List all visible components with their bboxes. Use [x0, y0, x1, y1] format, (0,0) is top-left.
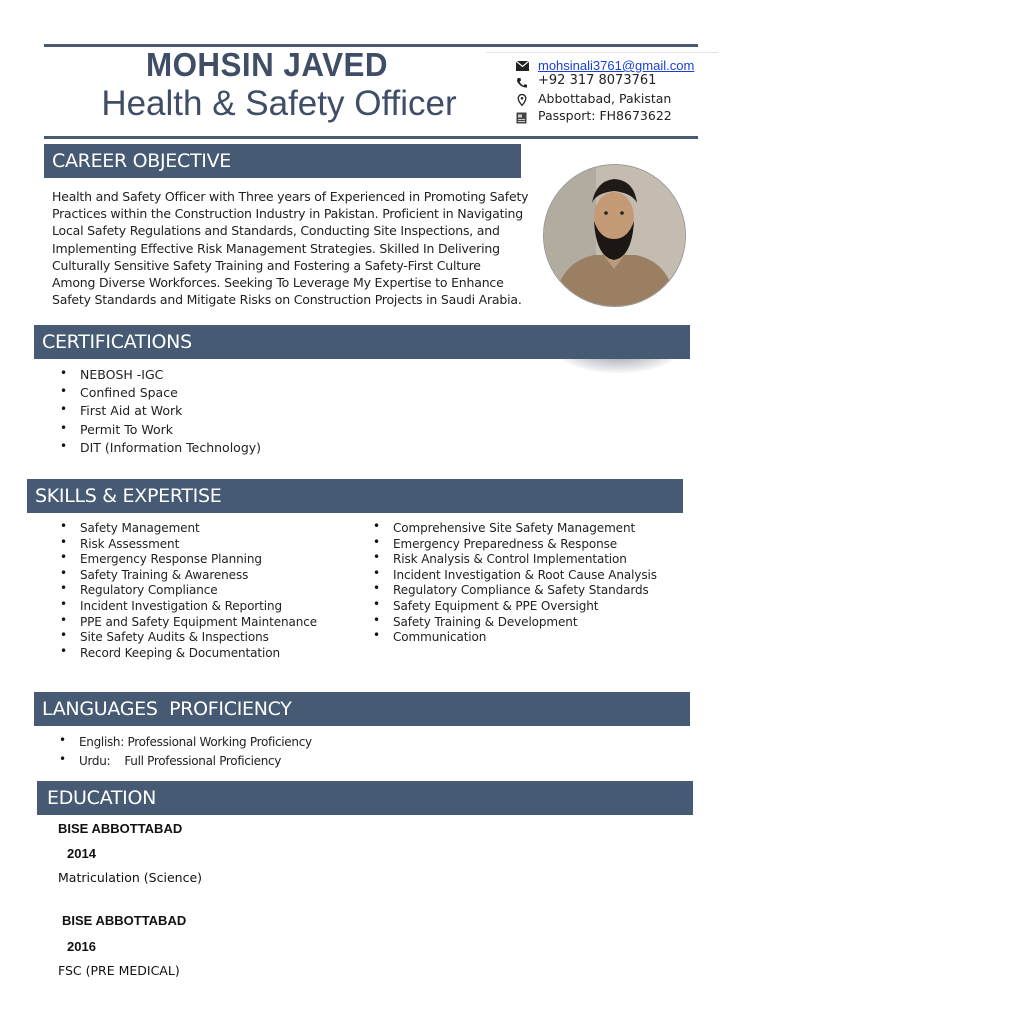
- education-degree: Matriculation (Science): [58, 870, 203, 885]
- list-item: • Confined Space: [54, 384, 261, 402]
- languages-heading: LANGUAGES PROFICIENCY: [34, 692, 690, 726]
- education-school: BISE ABBOTTABAD: [62, 913, 187, 928]
- list-item: • Safety Management: [54, 521, 317, 537]
- objective-line: Practices within the Construction Industry in Pakistan. Proficient in Navigating: [52, 206, 524, 222]
- list-item: • Comprehensive Site Safety Management: [367, 521, 657, 537]
- location-text: Abbottabad, Pakistan: [538, 91, 672, 106]
- skills-list-right: [367, 521, 657, 646]
- envelope-icon: [516, 60, 528, 72]
- certifications-list: [54, 366, 261, 457]
- education-school: BISE ABBOTTABAD: [58, 821, 183, 836]
- objective-line: Culturally Sensitive Safety Training and Fostering a Safety-First Culture: [52, 257, 481, 273]
- objective-line: Among Diverse Workforces. Seeking To Leverage My Expertise to Enhance: [52, 275, 504, 291]
- list-item: • First Aid at Work: [54, 402, 261, 420]
- candidate-name: MOHSIN JAVED: [145, 46, 389, 83]
- phone-number: +92 317 8073761: [538, 73, 657, 88]
- career-objective-heading: CAREER OBJECTIVE: [44, 144, 521, 178]
- list-item: • Regulatory Compliance: [54, 583, 317, 599]
- skills-heading: SKILLS & EXPERTISE: [27, 479, 683, 513]
- list-item: • Safety Equipment & PPE Oversight: [367, 599, 657, 615]
- contact-phone: [516, 73, 656, 88]
- list-item: • Permit To Work: [54, 421, 261, 439]
- list-item: • Urdu: Full Professional Proficiency: [53, 752, 312, 771]
- phone-icon: [516, 75, 528, 87]
- location-pin-icon: [516, 93, 528, 105]
- list-item: • Safety Training & Awareness: [54, 568, 317, 584]
- career-objective-text: [52, 188, 537, 308]
- list-item: • Communication: [367, 630, 657, 646]
- education-heading: EDUCATION: [37, 781, 693, 815]
- objective-line: Health and Safety Officer with Three years of Experienced in Promoting Safety: [52, 189, 529, 204]
- list-item: • English: Professional Working Proficiency: [53, 733, 312, 752]
- header-bottom-rule: [44, 136, 698, 139]
- objective-line: Implementing Effective Risk Management Strategies. Skilled In Delivering: [52, 240, 500, 256]
- contact-divider: [486, 52, 718, 53]
- languages-list: [53, 733, 312, 770]
- passport-icon: [516, 110, 528, 122]
- objective-line: Safety Standards and Mitigate Risks on Construction Projects in Saudi Arabia.: [52, 292, 522, 308]
- list-item: • Incident Investigation & Root Cause Analysis: [367, 568, 657, 584]
- email-link[interactable]: mohsinali3761@gmail.com: [538, 58, 695, 73]
- list-item: • Regulatory Compliance & Safety Standards: [367, 583, 657, 599]
- objective-line: Local Safety Regulations and Standards, Conducting Site Inspections, and: [52, 223, 500, 239]
- list-item: • Emergency Preparedness & Response: [367, 537, 657, 553]
- profile-photo: [543, 164, 686, 307]
- list-item: • Emergency Response Planning: [54, 552, 317, 568]
- list-item: • Risk Assessment: [54, 537, 317, 553]
- contact-email[interactable]: [516, 58, 694, 73]
- education-year: 2016: [67, 939, 96, 954]
- certifications-heading: CERTIFICATIONS: [34, 325, 690, 359]
- list-item: • Safety Training & Development: [367, 615, 657, 631]
- passport-text: Passport: FH8673622: [538, 108, 672, 123]
- contact-location: [516, 91, 671, 106]
- skills-list-left: [54, 521, 317, 661]
- education-degree: FSC (PRE MEDICAL): [58, 963, 180, 978]
- education-year: 2014: [67, 846, 96, 861]
- candidate-title: Health & Safety Officer: [101, 84, 457, 123]
- list-item: • DIT (Information Technology): [54, 439, 261, 457]
- list-item: • NEBOSH -IGC: [54, 366, 261, 384]
- list-item: • PPE and Safety Equipment Maintenance: [54, 615, 317, 631]
- list-item: • Incident Investigation & Reporting: [54, 599, 317, 615]
- list-item: • Risk Analysis & Control Implementation: [367, 552, 657, 568]
- list-item: • Record Keeping & Documentation: [54, 646, 317, 662]
- list-item: • Site Safety Audits & Inspections: [54, 630, 317, 646]
- contact-passport: [516, 108, 672, 123]
